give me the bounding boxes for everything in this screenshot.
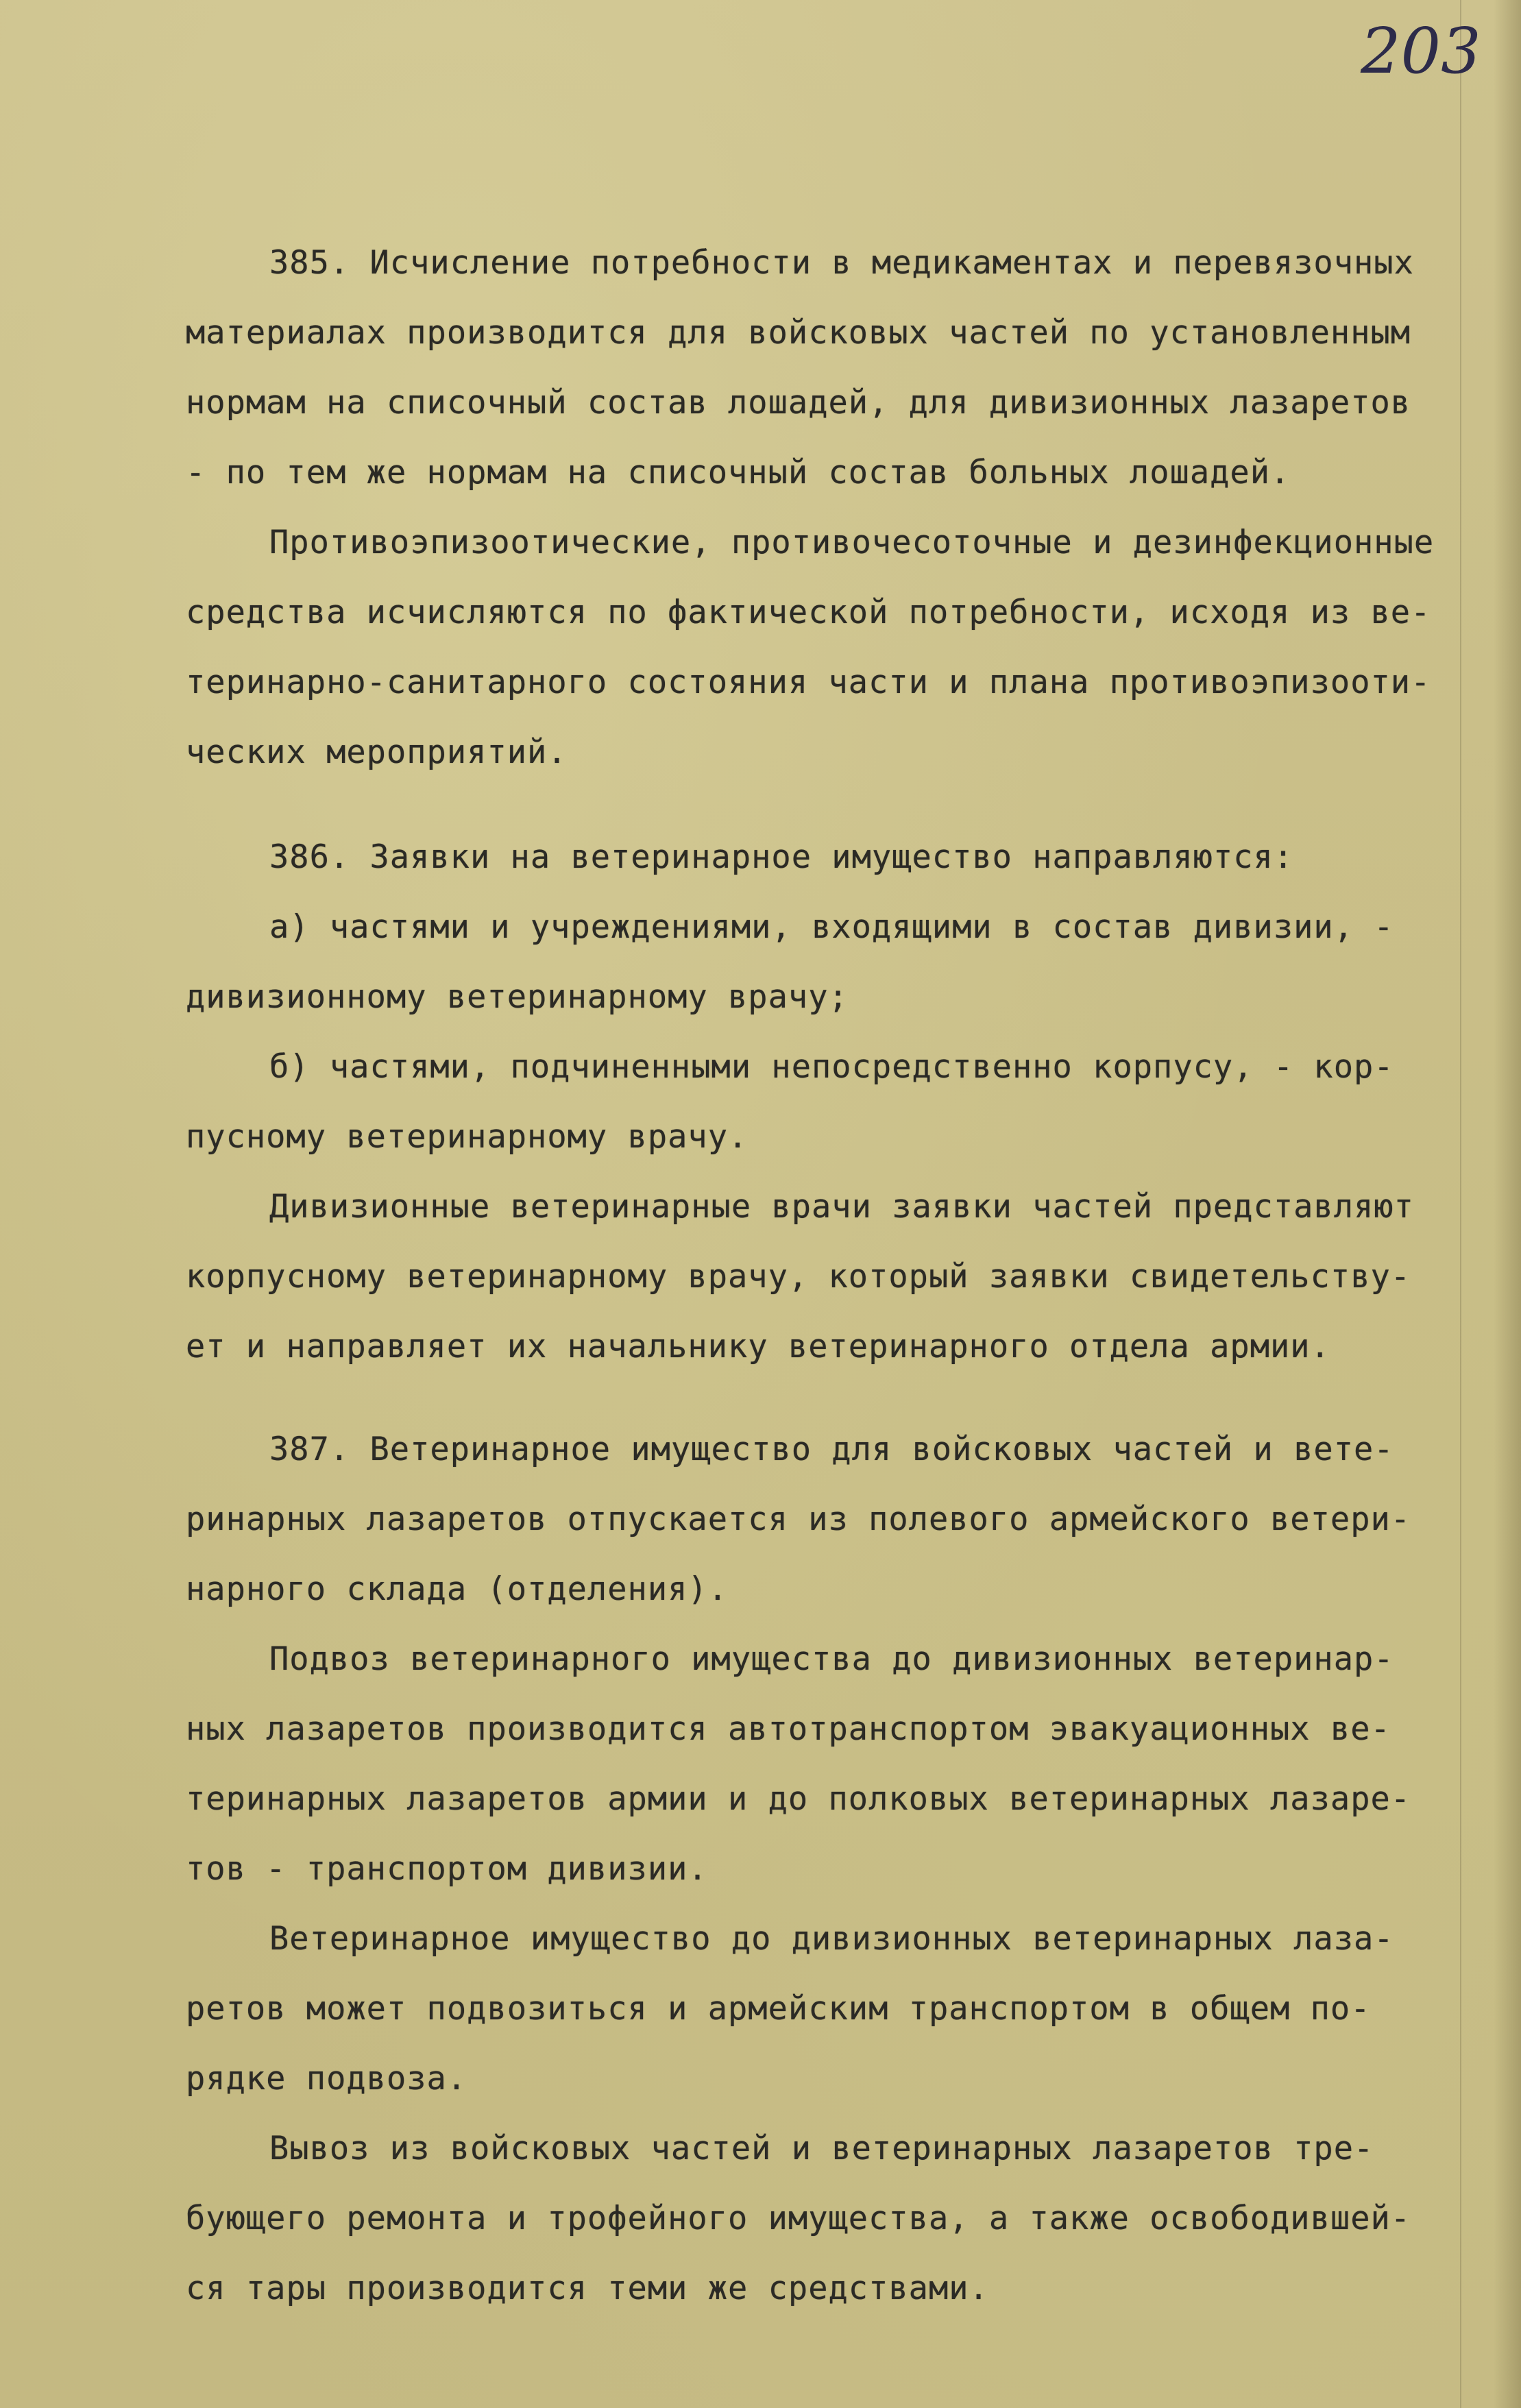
text-line: ческих мероприятий. <box>186 733 568 771</box>
text-line: Дивизионные ветеринарные врачи заявки частей представляют <box>269 1188 1414 1226</box>
text-line: ся тары производится теми же средствами. <box>186 2270 989 2307</box>
text-line: - по тем же нормам на списочный состав больных лошадей. <box>186 454 1291 491</box>
text-line: теринарных лазаретов армии и до полковых ветеринарных лазаре- <box>186 1780 1411 1818</box>
text-line: Ветеринарное имущество до дивизионных ветеринарных лаза- <box>269 1920 1394 1958</box>
text-line: 387. Ветеринарное имущество для войсковых частей и вете- <box>269 1431 1394 1468</box>
text-line: материалах производится для войсковых частей по установленным <box>186 314 1411 352</box>
text-line: корпусному ветеринарному врачу, который заявки свидетельству- <box>186 1258 1411 1296</box>
text-line: теринарно-санитарного состояния части и плана противоэпизооти- <box>186 664 1431 701</box>
text-line: пусному ветеринарному врачу. <box>186 1118 749 1156</box>
text-line: тов - транспортом дивизии. <box>186 1850 708 1888</box>
text-line: а) частями и учреждениями, входящими в состав дивизии, - <box>269 908 1394 946</box>
text-line: нормам на списочный состав лошадей, для дивизионных лазаретов <box>186 384 1411 422</box>
text-line: б) частями, подчиненными непосредственно корпусу, - кор- <box>269 1048 1394 1086</box>
text-line: ных лазаретов производится автотранспортом эвакуационных ве- <box>186 1710 1391 1748</box>
text-line: Противоэпизоотические, противочесоточные и дезинфекционные <box>269 524 1435 561</box>
text-line: 385. Исчисление потребности в медикаментах и перевязочных <box>269 244 1414 282</box>
text-line: ринарных лазаретов отпускается из полевого армейского ветери- <box>186 1500 1411 1538</box>
text-line: бующего ремонта и трофейного имущества, а также освободившей- <box>186 2200 1411 2237</box>
text-line: нарного склада (отделения). <box>186 1570 729 1608</box>
text-line: ретов может подвозиться и армейским транспортом в общем по- <box>186 1990 1371 2028</box>
text-line: Подвоз ветеринарного имущества до дивизионных ветеринар- <box>269 1640 1394 1678</box>
text-line: 386. Заявки на ветеринарное имущество направляются: <box>269 838 1294 876</box>
folio-number-text: 203 <box>1361 14 1481 88</box>
text-line: средства исчисляются по фактической потребности, исходя из ве- <box>186 594 1431 631</box>
text-line: ет и направляет их начальнику ветеринарного отдела армии. <box>186 1328 1330 1365</box>
text-line: дивизионному ветеринарному врачу; <box>186 978 849 1016</box>
text-line: рядке подвоза. <box>186 2060 467 2097</box>
text-line: Вывоз из войсковых частей и ветеринарных лазаретов тре- <box>269 2130 1374 2167</box>
